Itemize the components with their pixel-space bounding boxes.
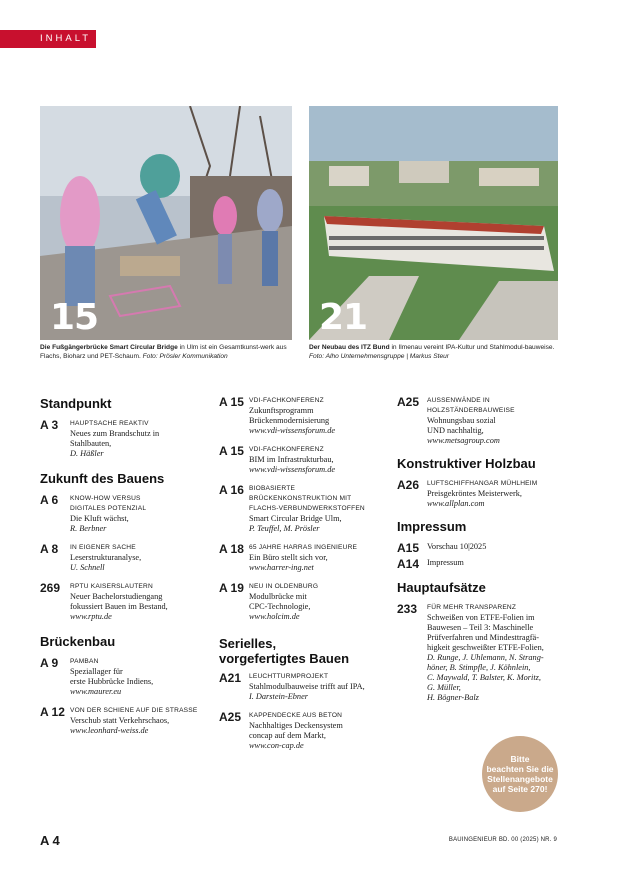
- entry-title: Verschub statt Verkehrschaos,: [70, 716, 170, 725]
- entry-title: Preisgekröntes Meisterwerk,: [427, 489, 522, 498]
- toc-column-3: [397, 396, 567, 712]
- entry-kicker: LEUCHTTURMPROJEKT: [249, 673, 329, 680]
- entry-title: Speziallager für: [70, 667, 123, 676]
- entry-url[interactable]: www.rptu.de: [70, 612, 112, 621]
- entry-title: Neuer Bachelorstudiengang: [70, 592, 163, 601]
- toc-entry[interactable]: [219, 711, 389, 751]
- entry-url[interactable]: www.harrer-ing.net: [249, 563, 314, 572]
- caption-bold: Die Fußgängerbrücke Smart Circular Bridge: [40, 344, 178, 351]
- toc-entry[interactable]: [219, 672, 389, 702]
- entry-url[interactable]: www.allplan.com: [427, 499, 485, 508]
- section-heading: Brückenbau: [40, 634, 116, 649]
- entry-title: Wohnungsbau sozial: [427, 416, 496, 425]
- entry-title: Ein Büro stellt sich vor,: [249, 553, 328, 562]
- entry-author: höner, B. Stimpfle, J. Köhnlein,: [427, 663, 531, 672]
- page-code: A 15: [219, 444, 244, 458]
- entry-title: Smart Circular Bridge Ulm,: [249, 514, 342, 523]
- photo-caption: [40, 343, 292, 361]
- toc-entry[interactable]: [40, 543, 210, 573]
- entry-kicker: VDI-FACHKONFERENZ: [249, 446, 324, 453]
- section-heading: Hauptaufsätze: [397, 580, 486, 595]
- badge-line: beachten Sie die: [486, 764, 554, 774]
- page-number: A 4: [40, 833, 60, 848]
- entry-title: Nachhaltiges Deckensystem: [249, 721, 343, 730]
- entry-kicker: LUFTSCHIFFHANGAR MÜHLHEIM: [427, 480, 538, 487]
- section-heading: Zukunft des Bauens: [40, 471, 165, 486]
- entry-url[interactable]: www.maurer.eu: [70, 687, 122, 696]
- entry-author: G. Müller,: [427, 683, 461, 692]
- page-code: A 19: [219, 581, 244, 595]
- entry-kicker: BRÜCKENKONSTRUKTION MIT: [249, 495, 352, 502]
- entry-title: Stahlbauten,: [70, 439, 112, 448]
- photo-number: 21: [319, 297, 368, 338]
- entry-kicker: IN EIGENER SACHE: [70, 544, 136, 551]
- entry-kicker: DIGITALES POTENZIAL: [70, 505, 147, 512]
- entry-title: Prüfverfahren und Mindesttragfä-: [427, 633, 539, 642]
- badge-line: auf Seite 270!: [492, 784, 548, 794]
- entry-url[interactable]: www.con-cap.de: [249, 741, 304, 750]
- entry-title: UND nachhaltig,: [427, 426, 484, 435]
- toc-entry[interactable]: [397, 396, 567, 446]
- entry-kicker: PAMBAN: [70, 658, 99, 665]
- toc-entry[interactable]: [397, 603, 567, 703]
- section-heading-line: Serielles,: [219, 636, 277, 651]
- entry-title: Schweißen von ETFE-Folien im: [427, 613, 535, 622]
- toc-entry[interactable]: [219, 445, 389, 475]
- toc-entry[interactable]: [40, 657, 210, 697]
- journal-info: BAUINGENIEUR BD. 00 (2025) NR. 9: [448, 837, 557, 843]
- page-code: A 16: [219, 483, 244, 497]
- entry-url[interactable]: www.vdi-wissensforum.de: [249, 426, 336, 435]
- entry-title: Bauwesen – Teil 3: Maschinelle: [427, 623, 534, 632]
- entry-author: H. Bögner-Balz: [427, 693, 479, 702]
- section-heading: Standpunkt: [40, 396, 112, 411]
- section-heading-line: vorgefertigtes Bauen: [219, 651, 350, 666]
- toc-entry[interactable]: [397, 479, 567, 509]
- toc-entry[interactable]: [397, 558, 567, 570]
- toc-entry[interactable]: [219, 484, 389, 534]
- page-code: A 9: [40, 656, 59, 670]
- entry-kicker: FLACHS-VERBUNDWERKSTOFFEN: [249, 505, 365, 512]
- section-heading: Konstruktiver Holzbau: [397, 456, 536, 471]
- entry-url[interactable]: www.leonhard-weiss.de: [70, 726, 149, 735]
- entry-author: R. Berbner: [70, 524, 107, 533]
- photo-building: [309, 106, 558, 340]
- entry-url[interactable]: www.vdi-wissensforum.de: [249, 465, 336, 474]
- entry-title: Neues zum Brandschutz in: [70, 429, 160, 438]
- entry-kicker: 65 JAHRE HARRAS INGENIEURE: [249, 544, 358, 551]
- entry-kicker: VON DER SCHIENE AUF DIE STRASSE: [70, 707, 198, 714]
- page-code: A 12: [40, 705, 65, 719]
- entry-author: D. Runge, J. Uhlemann, N. Strang-: [427, 653, 544, 662]
- entry-kicker: KAPPENDECKE AUS BETON: [249, 712, 343, 719]
- toc-entry[interactable]: [397, 542, 567, 554]
- entry-title: CPC-Technologie,: [249, 602, 311, 611]
- entry-title: Modulbrücke mit: [249, 592, 307, 601]
- page-code: 269: [40, 581, 61, 595]
- page-code: 233: [397, 602, 418, 616]
- page-code: A 3: [40, 418, 59, 432]
- toc-entry[interactable]: [40, 706, 210, 736]
- entry-author: C. Maywald, T. Balster, K. Moritz,: [427, 673, 541, 682]
- page-code: A15: [397, 541, 420, 555]
- entry-kicker: VDI-FACHKONFERENZ: [249, 397, 324, 404]
- entry-url[interactable]: www.holcim.de: [249, 612, 300, 621]
- caption-text: in Ilmenau vereint IPA-Kultur und Stahlmodul-bauweise.: [389, 344, 555, 351]
- entry-kicker: HOLZSTÄNDERBAUWEISE: [427, 407, 515, 414]
- entry-title: concap auf dem Markt,: [249, 731, 326, 740]
- entry-kicker: NEU IN OLDENBURG: [249, 583, 319, 590]
- entry-title: Stahlmodulbauweise trifft auf IPA,: [249, 682, 365, 691]
- toc-column-1: [40, 396, 210, 745]
- entry-title: Vorschau 10|2025: [427, 542, 487, 551]
- page-code: A26: [397, 478, 420, 492]
- entry-author: D. Häßler: [70, 449, 104, 458]
- entry-title: fokussiert Bauen im Bestand,: [70, 602, 168, 611]
- toc-entry[interactable]: [40, 582, 210, 622]
- caption-credit: Foto: Alho Unternehmensgruppe | Markus Steur: [309, 353, 450, 360]
- toc-entry[interactable]: [40, 494, 210, 534]
- entry-author: P. Teuffel, M. Prösler: [249, 524, 320, 533]
- entry-title: Die Kluft wächst,: [70, 514, 129, 523]
- toc-entry[interactable]: [219, 396, 389, 436]
- entry-kicker: FÜR MEHR TRANSPARENZ: [427, 604, 517, 611]
- job-offers-badge[interactable]: [482, 736, 558, 812]
- caption-bold: Der Neubau des ITZ Bund: [309, 344, 390, 351]
- caption-text: in Ulm ist ein Gesamtkunst-werk aus Flachs, Bioharz und PET-Schaum.: [40, 344, 287, 360]
- toc-entry[interactable]: [40, 419, 210, 459]
- page-code: A14: [397, 557, 420, 571]
- entry-kicker: RPTU KAISERSLAUTERN: [70, 583, 153, 590]
- entry-kicker: KNOW-HOW VERSUS: [70, 495, 141, 502]
- badge-line: Bitte: [510, 754, 530, 764]
- entry-kicker: HAUPTSACHE REAKTIV: [70, 420, 149, 427]
- entry-title: BIM im Infrastrukturbau,: [249, 455, 334, 464]
- page-code: A 6: [40, 493, 59, 507]
- entry-author: I. Darstein-Ebner: [249, 692, 308, 701]
- entry-title: erste Hubbrücke Indiens,: [70, 677, 154, 686]
- toc-entry[interactable]: [219, 543, 389, 573]
- page-code: A 18: [219, 542, 244, 556]
- entry-author: U. Schnell: [70, 563, 105, 572]
- section-heading: [219, 636, 389, 666]
- page-code: A21: [219, 671, 242, 685]
- entry-title: Impressum: [427, 558, 464, 567]
- entry-title: Zukunftsprogramm: [249, 406, 314, 415]
- entry-url[interactable]: www.metsagroup.com: [427, 436, 500, 445]
- page-code: A 15: [219, 395, 244, 409]
- section-tag: INHALT: [0, 30, 96, 48]
- photo-number: 15: [50, 297, 99, 338]
- caption-credit: Foto: Prösler Kommunikation: [142, 353, 228, 360]
- badge-line: Stellenangebote: [487, 774, 553, 784]
- entry-title: higkeit geschweißter ETFE-Folien,: [427, 643, 544, 652]
- photo-bridge: [40, 106, 292, 340]
- entry-title: Brückenmodernisierung: [249, 416, 330, 425]
- photo-caption: [309, 343, 558, 361]
- entry-kicker: AUSSENWÄNDE IN: [427, 397, 490, 404]
- toc-entry[interactable]: [219, 582, 389, 622]
- entry-kicker: BIOBASIERTE: [249, 485, 296, 492]
- section-heading: Impressum: [397, 519, 467, 534]
- page-code: A25: [219, 710, 242, 724]
- toc-column-2: [219, 396, 389, 760]
- entry-title: Leserstrukturanalyse,: [70, 553, 142, 562]
- page-code: A 8: [40, 542, 59, 556]
- page-code: A25: [397, 395, 420, 409]
